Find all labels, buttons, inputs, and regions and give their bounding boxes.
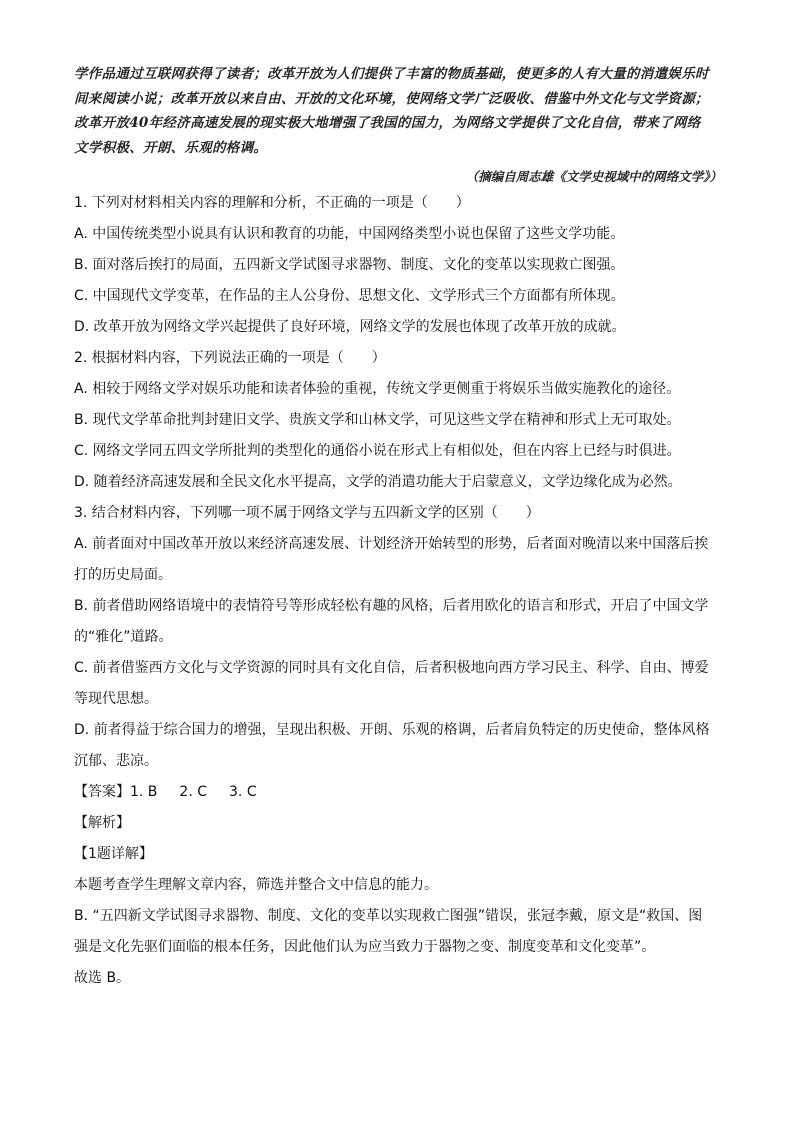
analysis-line: B. “五四新文学试图寻求器物、制度、文化的变革以实现救亡图强”错误，张冠李戴，原文是“救国、图 bbox=[74, 908, 703, 925]
passage-line: 文学积极、开朗、乐观的格调。 bbox=[74, 139, 268, 156]
passage-excerpt bbox=[74, 62, 722, 188]
analysis-line: 强是文化先驱们面临的根本任务，因此他们认为应当致力于器物之变、制度变革和文化变革”。 bbox=[74, 939, 656, 956]
passage-line: 改革开放40年经济高速发展的现实极大地增强了我国的国力，为网络文学提供了文化自信，带来了网络 bbox=[74, 115, 701, 132]
option-a: A. 相较于网络文学对娱乐功能和读者体验的重视，传统文学更侧重于将娱乐当做实施教化的途径。 bbox=[74, 381, 681, 398]
question-3 bbox=[74, 498, 722, 777]
question-title: 2. 根据材料内容，下列说法正确的一项是（ ） bbox=[74, 350, 386, 367]
option-c: C. 前者借鉴西方文化与文学资源的同时具有文化自信，后者积极地向西方学习民主、科学、自由、博爱 bbox=[74, 660, 709, 677]
answer-section bbox=[74, 777, 722, 994]
option-c: C. 中国现代文学变革，在作品的主人公身份、思想文化、文学形式三个方面都有所体现。 bbox=[74, 288, 625, 305]
answer-item: 1. B bbox=[130, 784, 158, 801]
document-page bbox=[74, 62, 722, 994]
option-d-cont: 沉郁、悲凉。 bbox=[74, 753, 158, 770]
option-b-cont: 的“雅化”道路。 bbox=[74, 629, 173, 646]
option-b: B. 前者借助网络语境中的表情符号等形成轻松有趣的风格，后者用欧化的语言和形式，开启了中国文学 bbox=[74, 598, 709, 615]
option-d: D. 前者得益于综合国力的增强，呈现出积极、开朗、乐观的格调，后者肩负特定的历史使命，整体风格 bbox=[74, 722, 710, 739]
passage-line: 间来阅读小说；改革开放以来自由、开放的文化环境，使网络文学广泛吸收、借鉴中外文化与文学资源； bbox=[74, 90, 709, 107]
option-a: A. 前者面对中国改革开放以来经济高速发展、计划经济开始转型的形势，后者面对晚清以来中国落后挨 bbox=[74, 536, 709, 553]
passage-line: 学作品通过互联网获得了读者；改革开放为人们提供了丰富的物质基础，使更多的人有大量的消遣娱乐时 bbox=[74, 66, 709, 82]
answer-item: 3. C bbox=[229, 784, 257, 801]
answer-item: 2. C bbox=[179, 784, 208, 801]
option-b: B. 现代文学革命批判封建旧文学、贵族文学和山林文学，可见这些文学在精神和形式上无可取处。 bbox=[74, 412, 681, 429]
answer-label: 【答案】 bbox=[74, 784, 130, 801]
option-b: B. 面对落后挨打的局面，五四新文学试图寻求器物、制度、文化的变革以实现救亡图强。 bbox=[74, 257, 625, 274]
analysis-label: 【解析】 bbox=[74, 815, 130, 832]
question-2 bbox=[74, 343, 722, 498]
question-title: 1. 下列对材料相关内容的理解和分析，不正确的一项是（ ） bbox=[74, 195, 470, 212]
question-1 bbox=[74, 188, 722, 343]
analysis-detail-title: 【1题详解】 bbox=[74, 846, 153, 863]
analysis-line: 本题考查学生理解文章内容，筛选并整合文中信息的能力。 bbox=[74, 877, 438, 894]
option-c: C. 网络文学同五四文学所批判的类型化的通俗小说在形式上有相似处，但在内容上已经与时俱进。 bbox=[74, 443, 681, 460]
analysis-line: 故选 B。 bbox=[74, 970, 131, 987]
option-c-cont: 等现代思想。 bbox=[74, 691, 158, 708]
passage-source: （摘编自周志雄《文学史视域中的网络文学》） bbox=[465, 169, 722, 185]
answer-line bbox=[74, 777, 722, 808]
option-d: D. 随着经济高速发展和全民文化水平提高，文学的消遣功能大于启蒙意义，文学边缘化成为必然。 bbox=[74, 474, 682, 491]
option-d: D. 改革开放为网络文学兴起提供了良好环境，网络文学的发展也体现了改革开放的成就。 bbox=[74, 319, 626, 336]
question-title: 3. 结合材料内容，下列哪一项不属于网络文学与五四新文学的区别（ ） bbox=[74, 505, 540, 522]
option-a: A. 中国传统类型小说具有认识和教育的功能，中国网络类型小说也保留了这些文学功能。 bbox=[74, 226, 625, 243]
option-a-cont: 打的历史局面。 bbox=[74, 567, 172, 584]
